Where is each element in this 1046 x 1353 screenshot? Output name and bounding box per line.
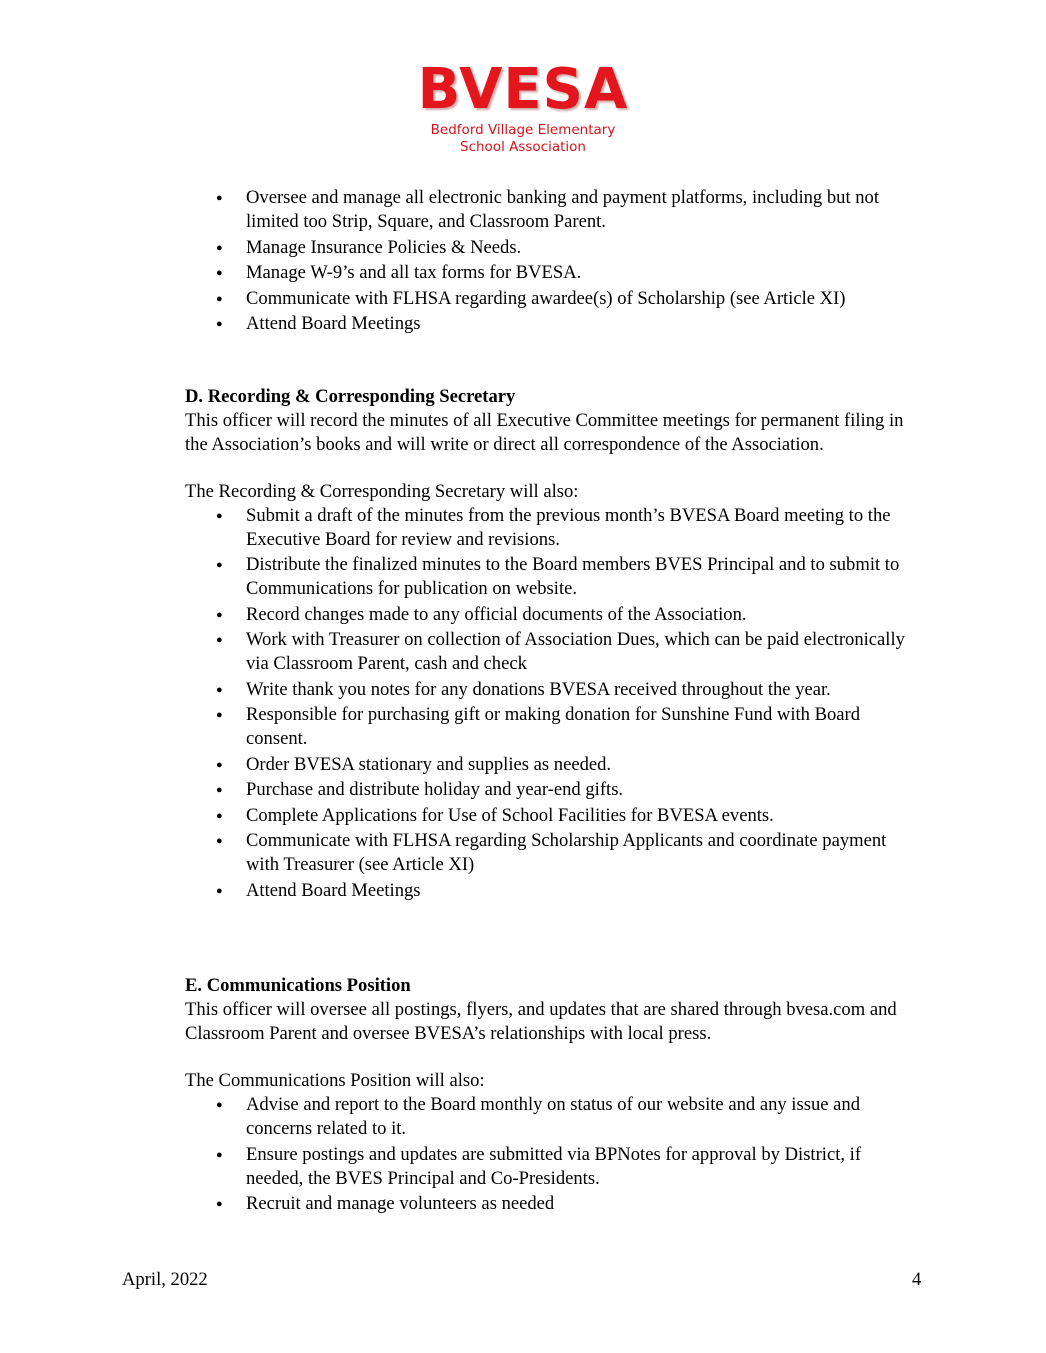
list-item: ● Manage W-9’s and all tax forms for BVESA. [185, 261, 920, 285]
secretary-duties-list [185, 504, 920, 903]
list-item: ● Attend Board Meetings [185, 312, 920, 336]
document-body [185, 186, 920, 1218]
list-item: ● Complete Applications for Use of School Facilities for BVESA events. [185, 804, 920, 828]
logo-wordmark: BVESA [417, 57, 629, 122]
secretary-also: The Recording & Corresponding Secretary will also: [185, 480, 579, 502]
list-item: ● Distribute the finalized minutes to the Board members BVES Principal and to submit to Communications for publication on website. [185, 553, 920, 601]
bvesa-logo [0, 58, 1046, 156]
list-item: ● Advise and report to the Board monthly on status of our website and any issue and concerns related to it. [185, 1093, 920, 1141]
section-heading-communications: E. Communications Position [185, 975, 411, 996]
communications-intro: This officer will oversee all postings, flyers, and updates that are shared through bvesa.com and Classroom Parent and oversee BVESA’s relationships with local press. [185, 999, 897, 1044]
list-item: ● Responsible for purchasing gift or making donation for Sunshine Fund with Board consent. [185, 703, 920, 751]
secretary-intro: This officer will record the minutes of all Executive Committee meetings for permanent filing in the Association’s books and will write or direct all correspondence of the Association. [185, 409, 904, 455]
treasurer-duties-list [185, 186, 920, 336]
list-item: ● Recruit and manage volunteers as needed [185, 1192, 920, 1216]
communications-duties-list [185, 1093, 920, 1216]
list-item: ● Communicate with FLHSA regarding awardee(s) of Scholarship (see Article XI) [185, 287, 920, 311]
section-heading-secretary: D. Recording & Corresponding Secretary [185, 385, 516, 407]
list-item: ● Ensure postings and updates are submitted via BPNotes for approval by District, if needed, the BVES Principal and Co-Presidents. [185, 1143, 920, 1191]
list-item: ● Work with Treasurer on collection of Association Dues, which can be paid electronically via Classroom Parent, cash and check [185, 628, 920, 676]
list-item: ● Attend Board Meetings [185, 879, 920, 903]
footer-date: April, 2022 [122, 1269, 208, 1290]
list-item: ● Purchase and distribute holiday and year-end gifts. [185, 778, 920, 802]
list-item: ● Submit a draft of the minutes from the previous month’s BVESA Board meeting to the Executive Board for review and revisions. [185, 504, 920, 552]
logo-subtitle-line2: School Association [460, 139, 586, 155]
page-number: 4 [912, 1269, 922, 1290]
list-item: ● Record changes made to any official documents of the Association. [185, 603, 920, 627]
list-item: ● Manage Insurance Policies & Needs. [185, 236, 920, 260]
list-item: ● Order BVESA stationary and supplies as needed. [185, 753, 920, 777]
logo-subtitle-line1: Bedford Village Elementary [430, 122, 616, 138]
list-item: ● Oversee and manage all electronic banking and payment platforms, including but not limited too Strip, Square, and Classroom Parent. [185, 186, 920, 234]
list-item: ● Write thank you notes for any donations BVESA received throughout the year. [185, 678, 920, 702]
list-item: ● Communicate with FLHSA regarding Scholarship Applicants and coordinate payment with Treasurer (see Article XI) [185, 829, 920, 877]
communications-also: The Communications Position will also: [185, 1070, 485, 1091]
